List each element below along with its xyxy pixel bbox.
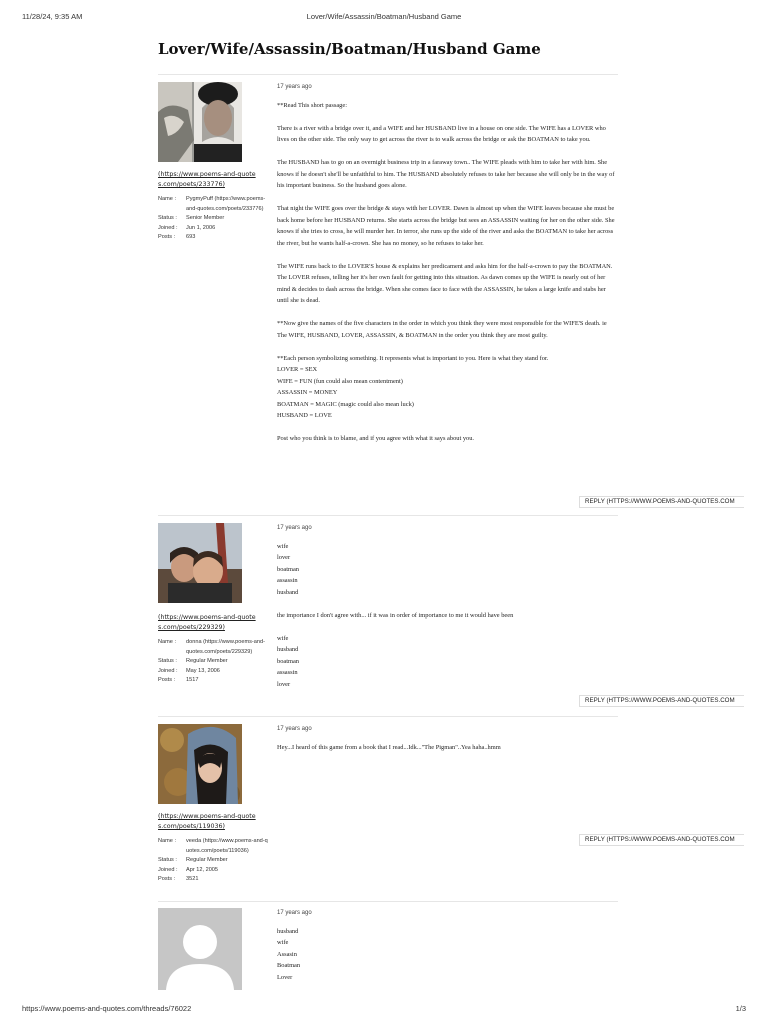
user-joined: Apr 12, 2005 — [186, 866, 219, 873]
user-meta — [158, 638, 268, 686]
post-time: 17 years ago — [277, 525, 312, 531]
user-status: Regular Member — [186, 658, 228, 665]
post-paragraph: Post who you think is to blame, and if you agree with what it says about you. — [277, 435, 475, 442]
post-paragraph: wife lover boatman assassin husband — [277, 542, 300, 596]
joined-label: Joined : — [158, 224, 178, 231]
user-post-count: 3521 — [186, 876, 199, 883]
user-status: Senior Member — [186, 215, 225, 222]
reply-button[interactable]: REPLY (HTTPS://WWW.POEMS-AND-QUOTES.COM — [579, 496, 744, 508]
print-url: https://www.poems-and-quotes.com/threads/76022 — [22, 1004, 192, 1013]
print-page-title: Lover/Wife/Assassin/Boatman/Husband Game — [306, 12, 462, 21]
user-meta — [158, 195, 268, 243]
joined-label: Joined : — [158, 667, 178, 674]
joined-label: Joined : — [158, 866, 178, 873]
post-time: 17 years ago — [277, 84, 312, 90]
user-post-count: 1517 — [186, 677, 199, 684]
profile-link[interactable]: (https://www.poems-and-quotes.com/poets/229329) — [158, 614, 256, 631]
post-divider — [158, 901, 618, 902]
avatar-photo-icon — [158, 724, 242, 804]
user-joined: May 13, 2006 — [186, 667, 220, 674]
profile-link[interactable]: (https://www.poems-and-quotes.com/poets/233776) — [158, 171, 256, 188]
post-paragraph: The WIFE runs back to the LOVER'S house & explains her predicament and asks him for the half-a-crown to pay the BOATMAN. The LOVER refuses, telling her it's her own fault for getting into this situation. As dawn comes up the WIFE is nearly out of her mind & decides to dash across the bridge. When she comes face to face with the ASSASSIN, he takes a large knife and stabs her until she is dead. — [277, 262, 613, 304]
post-paragraph: **Read This short passage: — [277, 101, 347, 109]
post-time: 17 years ago — [277, 726, 312, 732]
name-label: Name : — [158, 639, 177, 645]
name-label: Name : — [158, 196, 177, 202]
posts-label: Posts : — [158, 677, 176, 684]
posts-label: Posts : — [158, 234, 176, 241]
user-status: Regular Member — [186, 857, 228, 864]
post-body — [277, 724, 618, 765]
status-label: Status : — [158, 215, 177, 222]
post-paragraph: The HUSBAND has to go on an overnight business trip in a faraway town.. The WIFE pleads with him to take her with him. She knows if he doesn't she'll be unfaithful to him. The HUSBAND absolutely refuses to take her because she will only be in the way of his important business. So the husband goes alone. — [277, 159, 615, 189]
post-paragraph: wife husband boatman assassin lover — [277, 634, 300, 688]
user-joined: Jun 1, 2006 — [186, 224, 216, 231]
post-paragraph: the importance I don't agree with... if it was in order of importance to me it would have been — [277, 611, 514, 619]
post-time: 17 years ago — [277, 910, 312, 916]
title-divider — [158, 74, 618, 75]
post-body — [277, 82, 618, 456]
page-title: Lover/Wife/Assassin/Boatman/Husband Game — [158, 40, 541, 58]
print-page-number: 1/3 — [735, 1004, 746, 1013]
reply-button[interactable]: REPLY (HTTPS://WWW.POEMS-AND-QUOTES.COM — [579, 695, 744, 707]
post-paragraph: There is a river with a bridge over it, and a WIFE and her HUSBAND live in a house on one side. The WIFE has a LOVER who lives on the other side. The only way to get across the river is to walk across the bridge or ask the BOATMAN to take you. — [277, 124, 606, 143]
default-avatar-icon — [158, 908, 242, 990]
name-label: Name : — [158, 838, 177, 844]
post-paragraph: **Now give the names of the five characters in the order in which you think they were most responsible for the WIFE'S death. ie The WIFE, HUSBAND, LOVER, ASSASSIN, & BOATMAN in the order you think they are most guilty. — [277, 320, 607, 339]
user-meta — [158, 837, 268, 885]
post-body — [277, 523, 618, 702]
avatar-photo-icon — [158, 523, 242, 603]
post-paragraph: husband wife Assasin Boatman Lover — [277, 927, 301, 981]
avatar-photo-icon — [158, 82, 242, 162]
user-name[interactable]: veeda (https://www.poems-and-quotes.com/poets/119036) — [186, 838, 268, 854]
reply-button[interactable]: REPLY (HTTPS://WWW.POEMS-AND-QUOTES.COM — [579, 834, 744, 846]
post-paragraph: **Each person symbolizing something. It represents what is important to you. Here is what they stand for. LOVER = SEX WIFE = FUN (fun could also mean contentment) ASSASSIN = MONEY BOATMAN = MAGIC (magic could also mean luck) HUSBAND = LOVE — [277, 354, 549, 419]
user-name[interactable]: donna (https://www.poems-and-quotes.com/poets/229329) — [186, 639, 265, 655]
posts-label: Posts : — [158, 876, 176, 883]
print-timestamp: 11/28/24, 9:35 AM — [22, 12, 83, 21]
post-paragraph: Hey...I heard of this game from a book that I read...Idk..."The Pigman"..Yea haha..hmm — [277, 743, 501, 751]
post-paragraph: That night the WIFE goes over the bridge & stays with her LOVER. Dawn is almost up when the WIFE leaves because she must be back home before her HUSBAND returns. She starts across the bridge but sees an ASSASSIN waiting for her on the other side. She knows if she tries to cross, he will murder her. In terror, she runs up the side of the river and asks the BOATMAN to take her across the river, but he wants half-a-crown. She has no money, so he refuses to take her. — [277, 205, 615, 247]
avatar[interactable] — [158, 523, 242, 603]
status-label: Status : — [158, 857, 177, 864]
user-name[interactable]: PygmyPuff (https://www.poems-and-quotes.com/poets/233776) — [186, 196, 266, 212]
status-label: Status : — [158, 658, 177, 665]
post-divider — [158, 716, 618, 717]
post-body — [277, 908, 618, 995]
post-divider — [158, 515, 618, 516]
avatar[interactable] — [158, 724, 242, 804]
profile-link[interactable]: (https://www.poems-and-quotes.com/poets/119036) — [158, 813, 256, 830]
avatar[interactable] — [158, 82, 242, 162]
avatar[interactable] — [158, 908, 242, 990]
user-post-count: 693 — [186, 234, 196, 241]
